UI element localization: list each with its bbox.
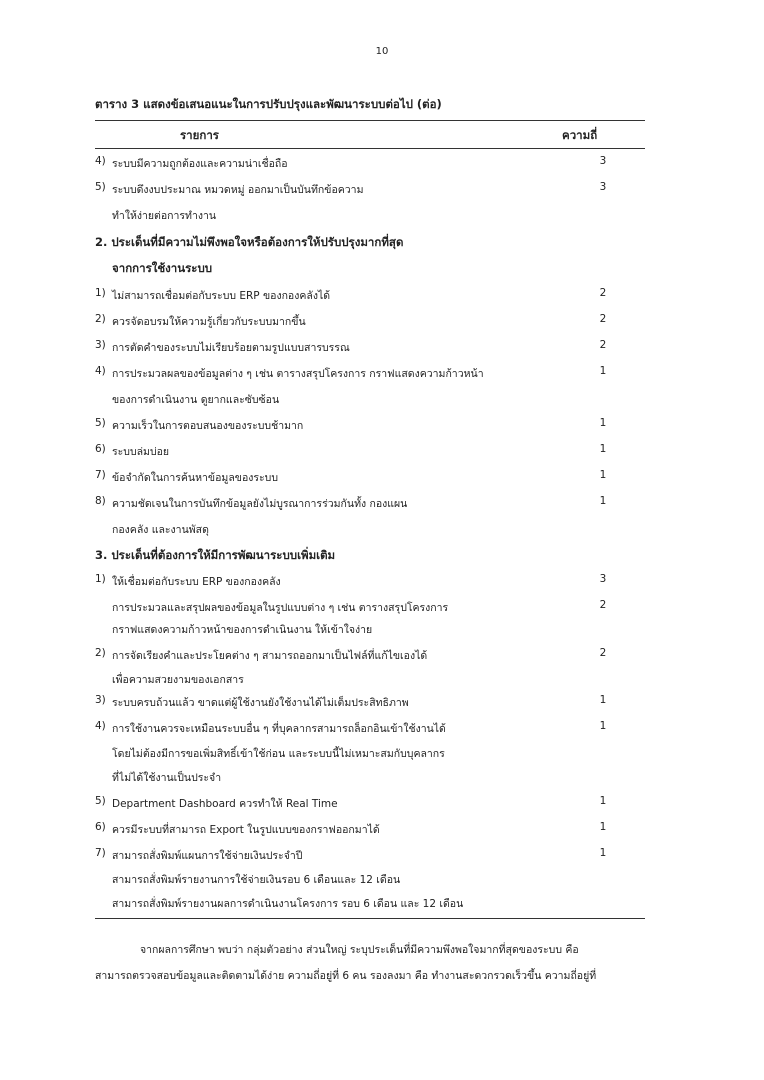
row-frequency: 1: [599, 469, 607, 481]
row-frequency: 1: [599, 417, 607, 429]
row-frequency: 1: [599, 365, 607, 377]
row-frequency: 2: [599, 313, 607, 325]
row-number: 5): [95, 795, 106, 807]
row-frequency: 1: [599, 495, 607, 507]
row-frequency: 2: [599, 647, 607, 659]
row-text: ข้อจำกัดในการค้นหาข้อมูลของระบบ: [112, 472, 278, 484]
header-item: รายการ: [180, 128, 219, 142]
row-number: 4): [95, 365, 106, 377]
body-paragraph-line-2: สามารถตรวจสอบข้อมูลและติดตามได้ง่าย ความถี่อยู่ที่ 6 คน รองลงมา คือ ทำงานสะดวกรวดเร็วขึ้น ความถี่อยู่ที่: [95, 970, 597, 982]
row-number: 1): [95, 287, 106, 299]
row-text: ระบบครบถ้วนแล้ว ขาดแต่ผู้ใช้งานยังใช้งานได้ไม่เต็มประสิทธิภาพ: [112, 697, 409, 709]
row-number: 7): [95, 469, 106, 481]
row-frequency: 1: [599, 443, 607, 455]
row-frequency: 1: [599, 795, 607, 807]
row-number: 5): [95, 181, 106, 193]
row-number: 3): [95, 694, 106, 706]
section-heading: 2. ประเด็นที่มีความไม่พึงพอใจหรือต้องการให้ปรับปรุงมากที่สุด: [95, 235, 404, 249]
section-heading-continuation: จากการใช้งานระบบ: [112, 261, 213, 275]
row-frequency: 3: [599, 181, 607, 193]
table-rule-header: [95, 148, 645, 149]
row-text: การประมวลและสรุปผลของข้อมูลในรูปแบบต่าง ๆ เช่น ตารางสรุปโครงการ: [112, 602, 449, 614]
row-text: โดยไม่ต้องมีการขอเพิ่มสิทธิ์เข้าใช้ก่อน และระบบนี้ไม่เหมาะสมกับบุคลากร: [112, 748, 445, 760]
row-text: ควรจัดอบรมให้ความรู้เกี่ยวกับระบบมากขึ้น: [112, 316, 306, 328]
row-number: 3): [95, 339, 106, 351]
row-frequency: 1: [599, 847, 607, 859]
row-number: 5): [95, 417, 106, 429]
row-text: ระบบมีความถูกต้องและความน่าเชื่อถือ: [112, 158, 288, 170]
row-text: ควรมีระบบที่สามารถ Export ในรูปแบบของกราฟออกมาได้: [112, 824, 380, 836]
row-frequency: 2: [599, 339, 607, 351]
row-text: การประมวลผลของข้อมูลต่าง ๆ เช่น ตารางสรุปโครงการ กราฟแสดงความก้าวหน้า: [112, 368, 484, 380]
row-text: การใช้งานควรจะเหมือนระบบอื่น ๆ ที่บุคลากรสามารถล็อกอินเข้าใช้งานได้: [112, 723, 446, 735]
row-text: การจัดเรียงคำและประโยคต่าง ๆ สามารถออกมาเป็นไฟล์ที่แก้ไขเองได้: [112, 650, 428, 662]
row-text: สามารถสั่งพิมพ์แผนการใช้จ่ายเงินประจำปี: [112, 850, 303, 862]
page-number: 10: [375, 46, 389, 57]
row-frequency: 1: [599, 821, 607, 833]
row-text: ระบบล่มบ่อย: [112, 446, 170, 458]
row-number: 6): [95, 443, 106, 455]
row-text: ความเร็วในการตอบสนองของระบบช้ามาก: [112, 420, 304, 432]
row-text: ระบบดึงงบประมาณ หมวดหมู่ ออกมาเป็นบันทึกข้อความ: [112, 184, 364, 196]
table-rule-bottom: [95, 918, 645, 919]
table-rule-top: [95, 120, 645, 121]
row-frequency: 1: [599, 694, 607, 706]
header-frequency: ความถี่: [562, 128, 598, 142]
row-text: ทำให้ง่ายต่อการทำงาน: [112, 210, 217, 222]
row-text: กองคลัง และงานพัสดุ: [112, 524, 209, 536]
row-text: ของการดำเนินงาน ดูยากและซับซ้อน: [112, 394, 280, 406]
row-text: เพื่อความสวยงามของเอกสาร: [112, 674, 244, 686]
row-frequency: 2: [599, 287, 607, 299]
row-text: ความชัดเจนในการบันทึกข้อมูลยังไม่บูรณาการร่วมกันทั้ง กองแผน: [112, 498, 408, 510]
row-number: 2): [95, 647, 106, 659]
row-text: สามารถสั่งพิมพ์รายงานผลการดำเนินงานโครงการ รอบ 6 เดือน และ 12 เดือน: [112, 898, 464, 910]
row-frequency: 3: [599, 573, 607, 585]
section-heading: 3. ประเด็นที่ต้องการให้มีการพัฒนาระบบเพิ่มเติม: [95, 548, 336, 562]
row-text: ให้เชื่อมต่อกับระบบ ERP ของกองคลัง: [112, 576, 281, 588]
row-text: Department Dashboard ควรทำให้ Real Time: [112, 798, 338, 810]
row-frequency: 1: [599, 720, 607, 732]
row-number: 7): [95, 847, 106, 859]
row-number: 8): [95, 495, 106, 507]
row-number: 4): [95, 720, 106, 732]
row-frequency: 3: [599, 155, 607, 167]
row-text: การตัดคำของระบบไม่เรียบร้อยตามรูปแบบสารบรรณ: [112, 342, 350, 354]
row-text: กราฟแสดงความก้าวหน้าของการดำเนินงาน ให้เข้าใจง่าย: [112, 624, 373, 636]
row-number: 6): [95, 821, 106, 833]
row-frequency: 2: [599, 599, 607, 611]
row-number: 1): [95, 573, 106, 585]
row-number: 2): [95, 313, 106, 325]
row-number: 4): [95, 155, 106, 167]
row-text: ไม่สามารถเชื่อมต่อกับระบบ ERP ของกองคลังได้: [112, 290, 331, 302]
body-paragraph-line-1: จากผลการศึกษา พบว่า กลุ่มตัวอย่าง ส่วนใหญ่ ระบุประเด็นที่มีความพึงพอใจมากที่สุดของระบบ คือ: [140, 944, 579, 956]
table-caption: ตาราง 3 แสดงข้อเสนอแนะในการปรับปรุงและพัฒนาระบบต่อไป (ต่อ): [95, 97, 442, 111]
row-text: สามารถสั่งพิมพ์รายงานการใช้จ่ายเงินรอบ 6 เดือนและ 12 เดือน: [112, 874, 401, 886]
row-text: ที่ไม่ได้ใช้งานเป็นประจำ: [112, 772, 222, 784]
